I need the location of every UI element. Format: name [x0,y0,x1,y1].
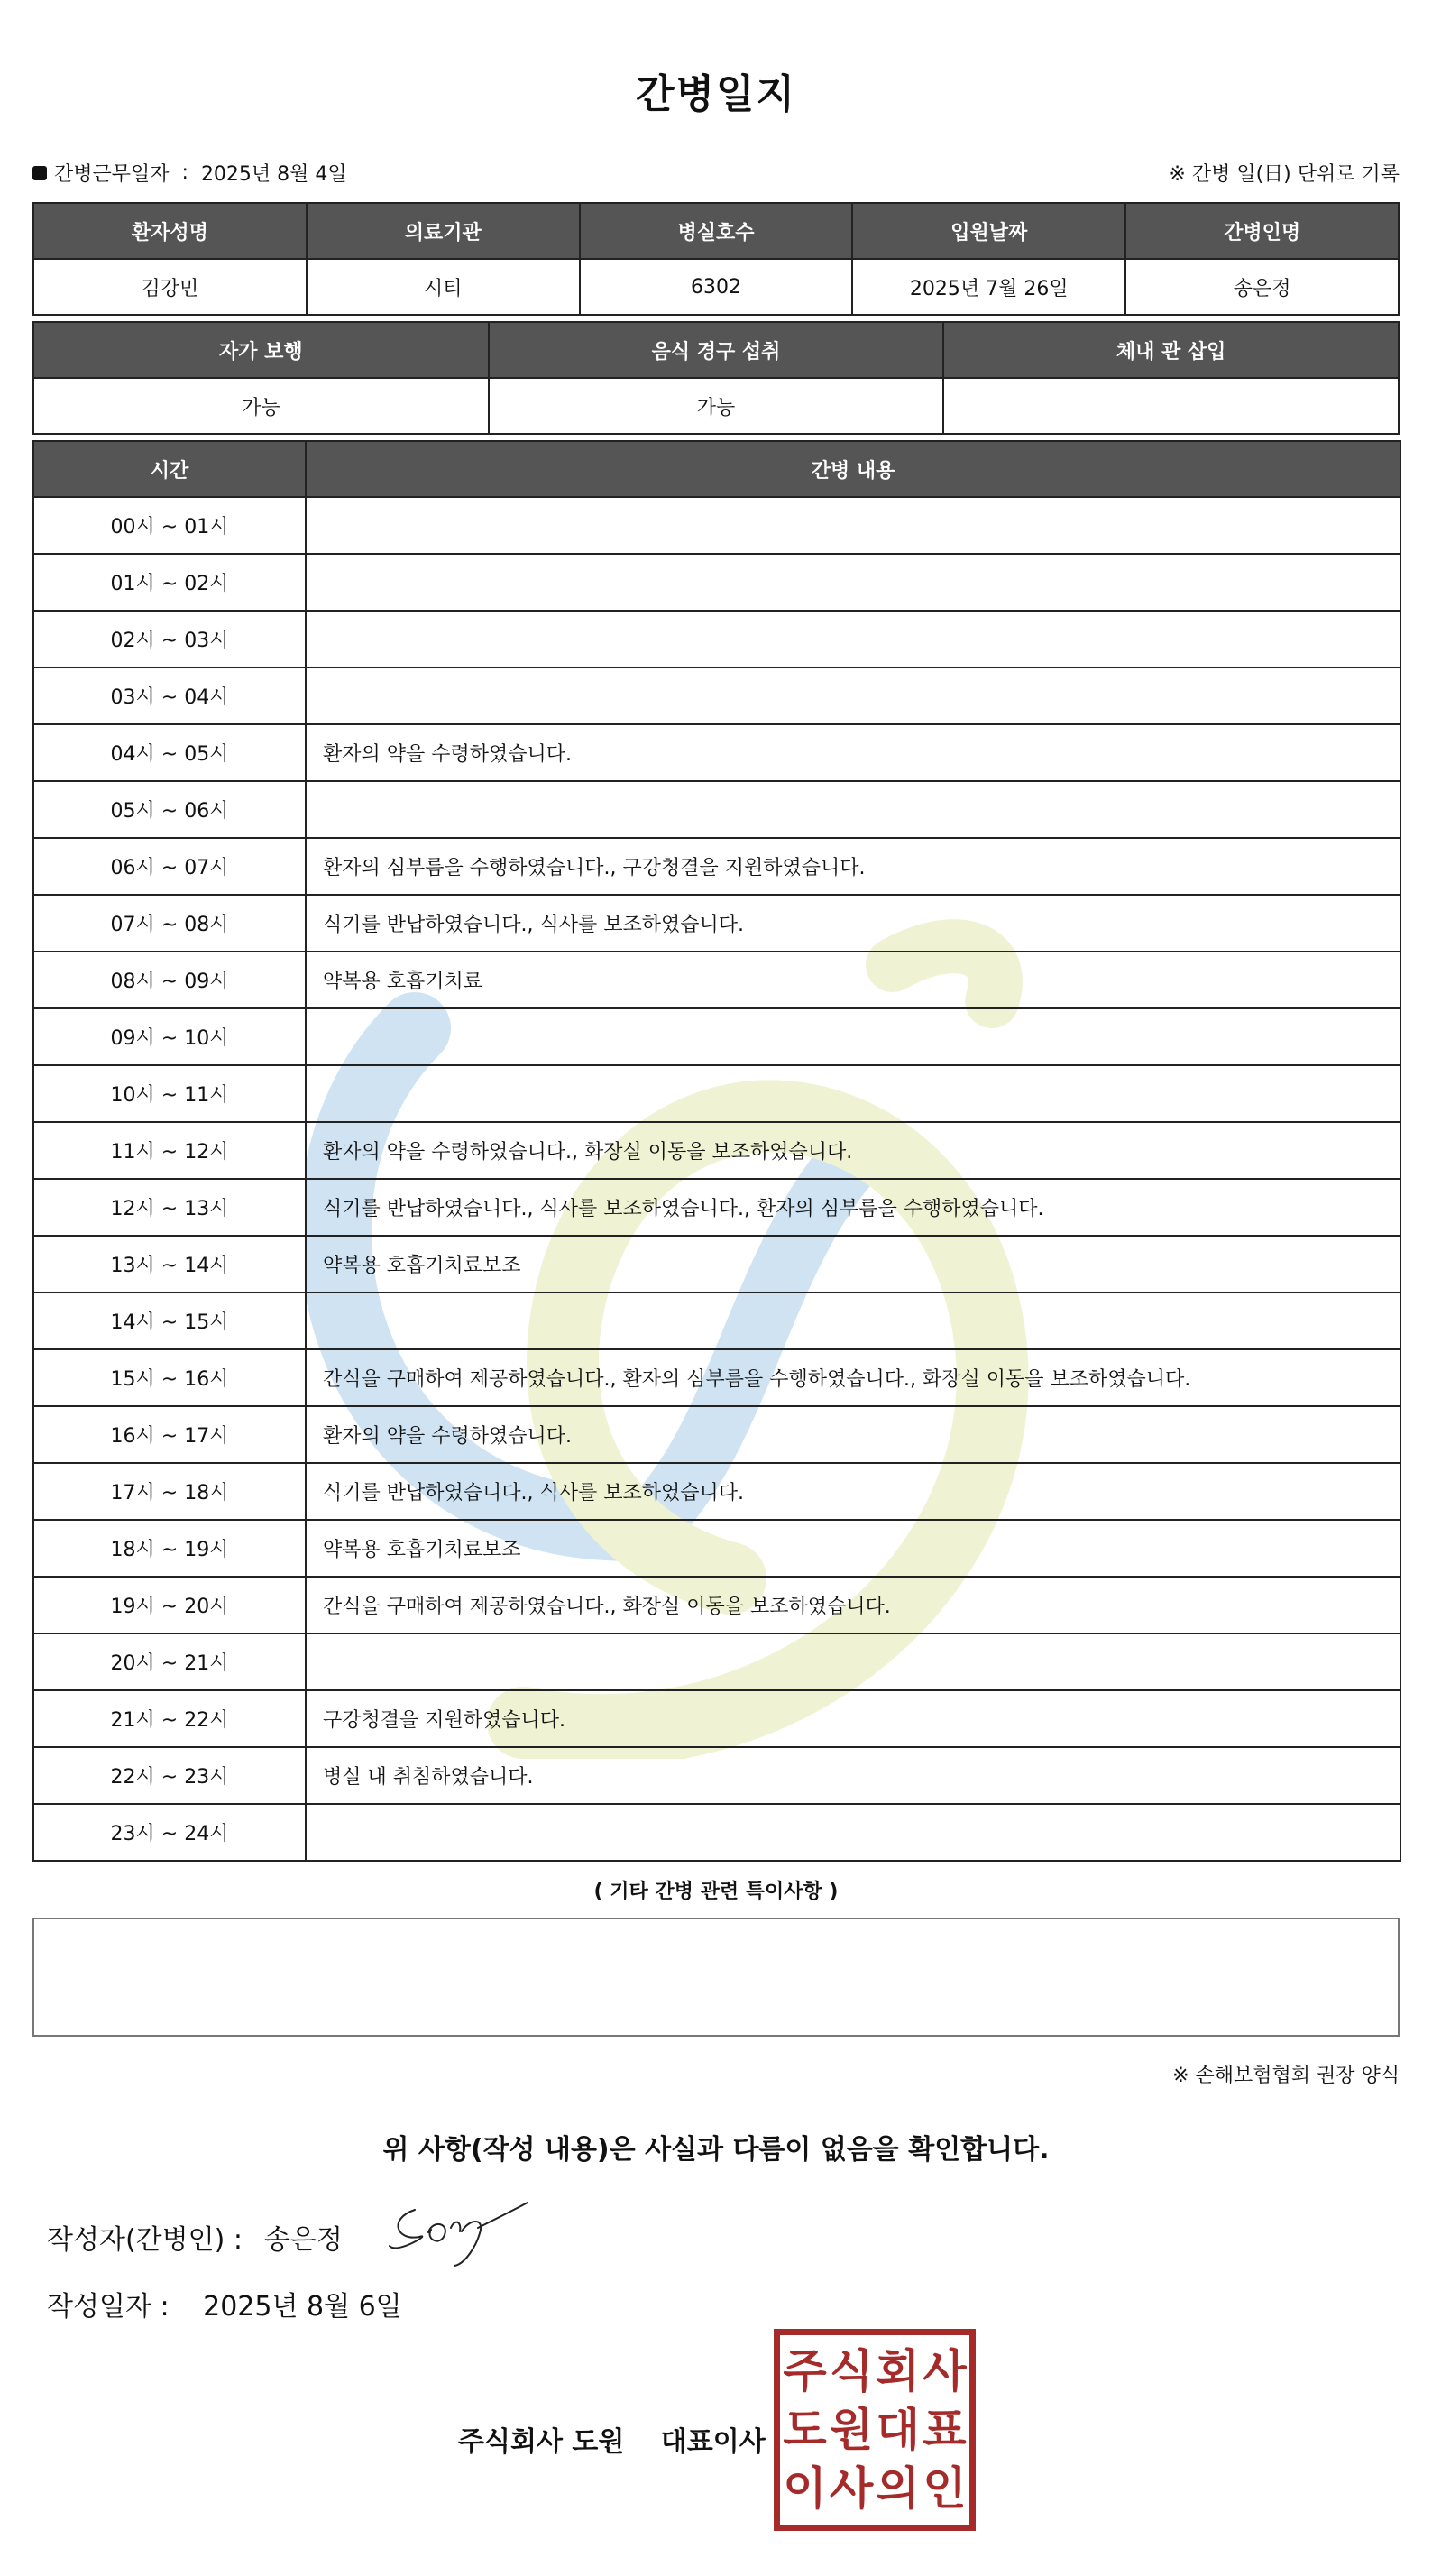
schedule-content [306,1008,1400,1065]
schedule-time: 05시 ~ 06시 [33,781,306,838]
seal-character: 사 [923,2344,967,2397]
schedule-time: 21시 ~ 22시 [33,1690,306,1747]
written-date-value: 2025년 8월 6일 [203,2291,402,2323]
schedule-content: 약복용 호흡기치료보조 [306,1236,1400,1293]
schedule-content: 환자의 약을 수령하였습니다. [306,724,1400,781]
company-line [458,2419,766,2459]
schedule-content [306,1065,1400,1122]
schedule-time: 03시 ~ 04시 [33,667,306,724]
schedule-row [33,1690,1400,1747]
schedule-content [306,1293,1400,1349]
schedule-row [33,838,1400,895]
schedule-time: 23시 ~ 24시 [33,1804,306,1861]
schedule-row [33,497,1400,554]
care-status-header-row [33,322,1399,378]
schedule-content: 식기를 반납하였습니다., 식사를 보조하였습니다. [306,1463,1400,1520]
schedule-time: 17시 ~ 18시 [33,1463,306,1520]
schedule-content: 간식을 구매하여 제공하였습니다., 환자의 심부름을 수행하였습니다., 화장실 이동을 보조하였습니다. [306,1349,1400,1406]
patient-info-value-row [33,259,1399,315]
schedule-time: 06시 ~ 07시 [33,838,306,895]
schedule-content [306,1633,1400,1690]
schedule-time: 09시 ~ 10시 [33,1008,306,1065]
schedule-row [33,724,1400,781]
schedule-content: 환자의 심부름을 수행하였습니다., 구강청결을 지원하였습니다. [306,838,1400,895]
header-room-number: 병실호수 [580,203,853,259]
work-date-label: 간병근무일자 [54,163,170,186]
schedule-content [306,667,1400,724]
schedule-content [306,497,1400,554]
seal-character: 인 [923,2461,967,2515]
page-title: 간병일지 [635,71,796,117]
work-date-line [32,159,347,187]
schedule-row [33,781,1400,838]
header-medical-institution: 의료기관 [307,203,580,259]
schedule-row [33,1633,1400,1690]
header-admission-date: 입원날짜 [852,203,1125,259]
schedule-time: 02시 ~ 03시 [33,611,306,667]
seal-row [780,2403,969,2456]
schedule-row [33,554,1400,611]
special-notes-title: ( 기타 간병 관련 특이사항 ) [593,1881,839,1903]
writer-line [47,2217,343,2257]
schedule-time: 13시 ~ 14시 [33,1236,306,1293]
header-care-content: 간병 내용 [306,441,1400,497]
schedule-content: 식기를 반납하였습니다., 식사를 보조하였습니다., 환자의 심부름을 수행하였습니다. [306,1179,1400,1236]
schedule-content: 약복용 호흡기치료 [306,952,1400,1008]
work-date-separator: : [181,161,188,184]
seal-character: 주 [783,2344,827,2397]
seal-character: 의 [876,2461,920,2515]
care-status-table [32,321,1400,435]
schedule-row [33,1804,1400,1861]
patient-info-table [32,202,1400,316]
schedule-content: 구강청결을 지원하였습니다. [306,1690,1400,1747]
seal-character: 원 [830,2403,874,2456]
header-tube-insertion: 체내 관 삽입 [943,322,1399,378]
seal-character: 대 [876,2403,920,2456]
caregiver-name-value: 송은정 [1125,259,1399,315]
written-date-label: 작성일자 : [47,2291,170,2323]
seal-row [780,2344,969,2397]
form-source-note: ※ 손해보험협회 권장 양식 [1172,2065,1400,2087]
writer-label: 작성자(간병인) : [47,2224,243,2256]
schedule-row [33,1179,1400,1236]
schedule-time: 12시 ~ 13시 [33,1179,306,1236]
schedule-time: 14시 ~ 15시 [33,1293,306,1349]
schedule-time: 20시 ~ 21시 [33,1633,306,1690]
medical-institution-value: 시티 [307,259,580,315]
schedule-row [33,1008,1400,1065]
schedule-content: 식기를 반납하였습니다., 식사를 보조하였습니다. [306,895,1400,952]
schedule-content [306,781,1400,838]
representative-title: 대표이사 [660,2426,766,2458]
header-caregiver-name: 간병인명 [1125,203,1399,259]
header-self-walking: 자가 보행 [33,322,489,378]
care-schedule-table [32,440,1401,1862]
header-time: 시간 [33,441,306,497]
care-status-value-row [33,378,1399,434]
company-name: 주식회사 도원 [458,2426,625,2458]
admission-date-value: 2025년 7월 26일 [852,259,1125,315]
written-date-line [47,2284,402,2323]
schedule-time: 18시 ~ 19시 [33,1520,306,1577]
header-oral-intake: 음식 경구 섭취 [489,322,944,378]
schedule-content: 환자의 약을 수령하였습니다. [306,1406,1400,1463]
schedule-row [33,895,1400,952]
schedule-time: 11시 ~ 12시 [33,1122,306,1179]
schedule-time: 01시 ~ 02시 [33,554,306,611]
schedule-row [33,1520,1400,1577]
schedule-content: 병실 내 취침하였습니다. [306,1747,1400,1804]
schedule-time: 16시 ~ 17시 [33,1406,306,1463]
seal-character: 식 [830,2344,874,2397]
header-patient-name: 환자성명 [33,203,307,259]
self-walking-value: 가능 [33,378,489,434]
writer-name: 송은정 [263,2224,343,2256]
schedule-time: 04시 ~ 05시 [33,724,306,781]
schedule-row [33,1122,1400,1179]
special-notes-box [32,1918,1400,2037]
schedule-row [33,952,1400,1008]
schedule-row [33,1747,1400,1804]
schedule-row [33,1463,1400,1520]
seal-character: 이 [783,2461,827,2515]
schedule-time: 00시 ~ 01시 [33,497,306,554]
schedule-row [33,1406,1400,1463]
schedule-content [306,554,1400,611]
patient-info-header-row [33,203,1399,259]
schedule-content: 간식을 구매하여 제공하였습니다., 화장실 이동을 보조하였습니다. [306,1577,1400,1633]
schedule-row [33,1577,1400,1633]
seal-character: 표 [923,2403,967,2456]
tube-insertion-value [943,378,1399,434]
schedule-row [33,1065,1400,1122]
oral-intake-value: 가능 [489,378,944,434]
schedule-time: 19시 ~ 20시 [33,1577,306,1633]
schedule-content: 약복용 호흡기치료보조 [306,1520,1400,1577]
seal-character: 사 [830,2461,874,2515]
company-seal-stamp [774,2329,976,2531]
schedule-time: 22시 ~ 23시 [33,1747,306,1804]
bullet-square-icon [32,166,47,180]
schedule-row [33,1349,1400,1406]
schedule-time: 08시 ~ 09시 [33,952,306,1008]
handwritten-signature [379,2192,532,2273]
schedule-time: 07시 ~ 08시 [33,895,306,952]
seal-character: 도 [783,2403,827,2456]
schedule-header-row [33,441,1400,497]
schedule-row [33,1293,1400,1349]
schedule-row [33,611,1400,667]
seal-row [780,2461,969,2515]
patient-name-value: 김강민 [33,259,307,315]
room-number-value: 6302 [580,259,853,315]
schedule-content: 환자의 약을 수령하였습니다., 화장실 이동을 보조하였습니다. [306,1122,1400,1179]
record-unit-note: ※ 간병 일(日) 단위로 기록 [1169,163,1400,186]
schedule-time: 15시 ~ 16시 [33,1349,306,1406]
work-date-value: 2025년 8월 4일 [200,163,347,186]
confirmation-statement: 위 사항(작성 내용)은 사실과 다름이 없음을 확인합니다. [382,2134,1050,2166]
schedule-content [306,1804,1400,1861]
schedule-row [33,1236,1400,1293]
seal-character: 회 [876,2344,920,2397]
schedule-row [33,667,1400,724]
schedule-time: 10시 ~ 11시 [33,1065,306,1122]
schedule-content [306,611,1400,667]
